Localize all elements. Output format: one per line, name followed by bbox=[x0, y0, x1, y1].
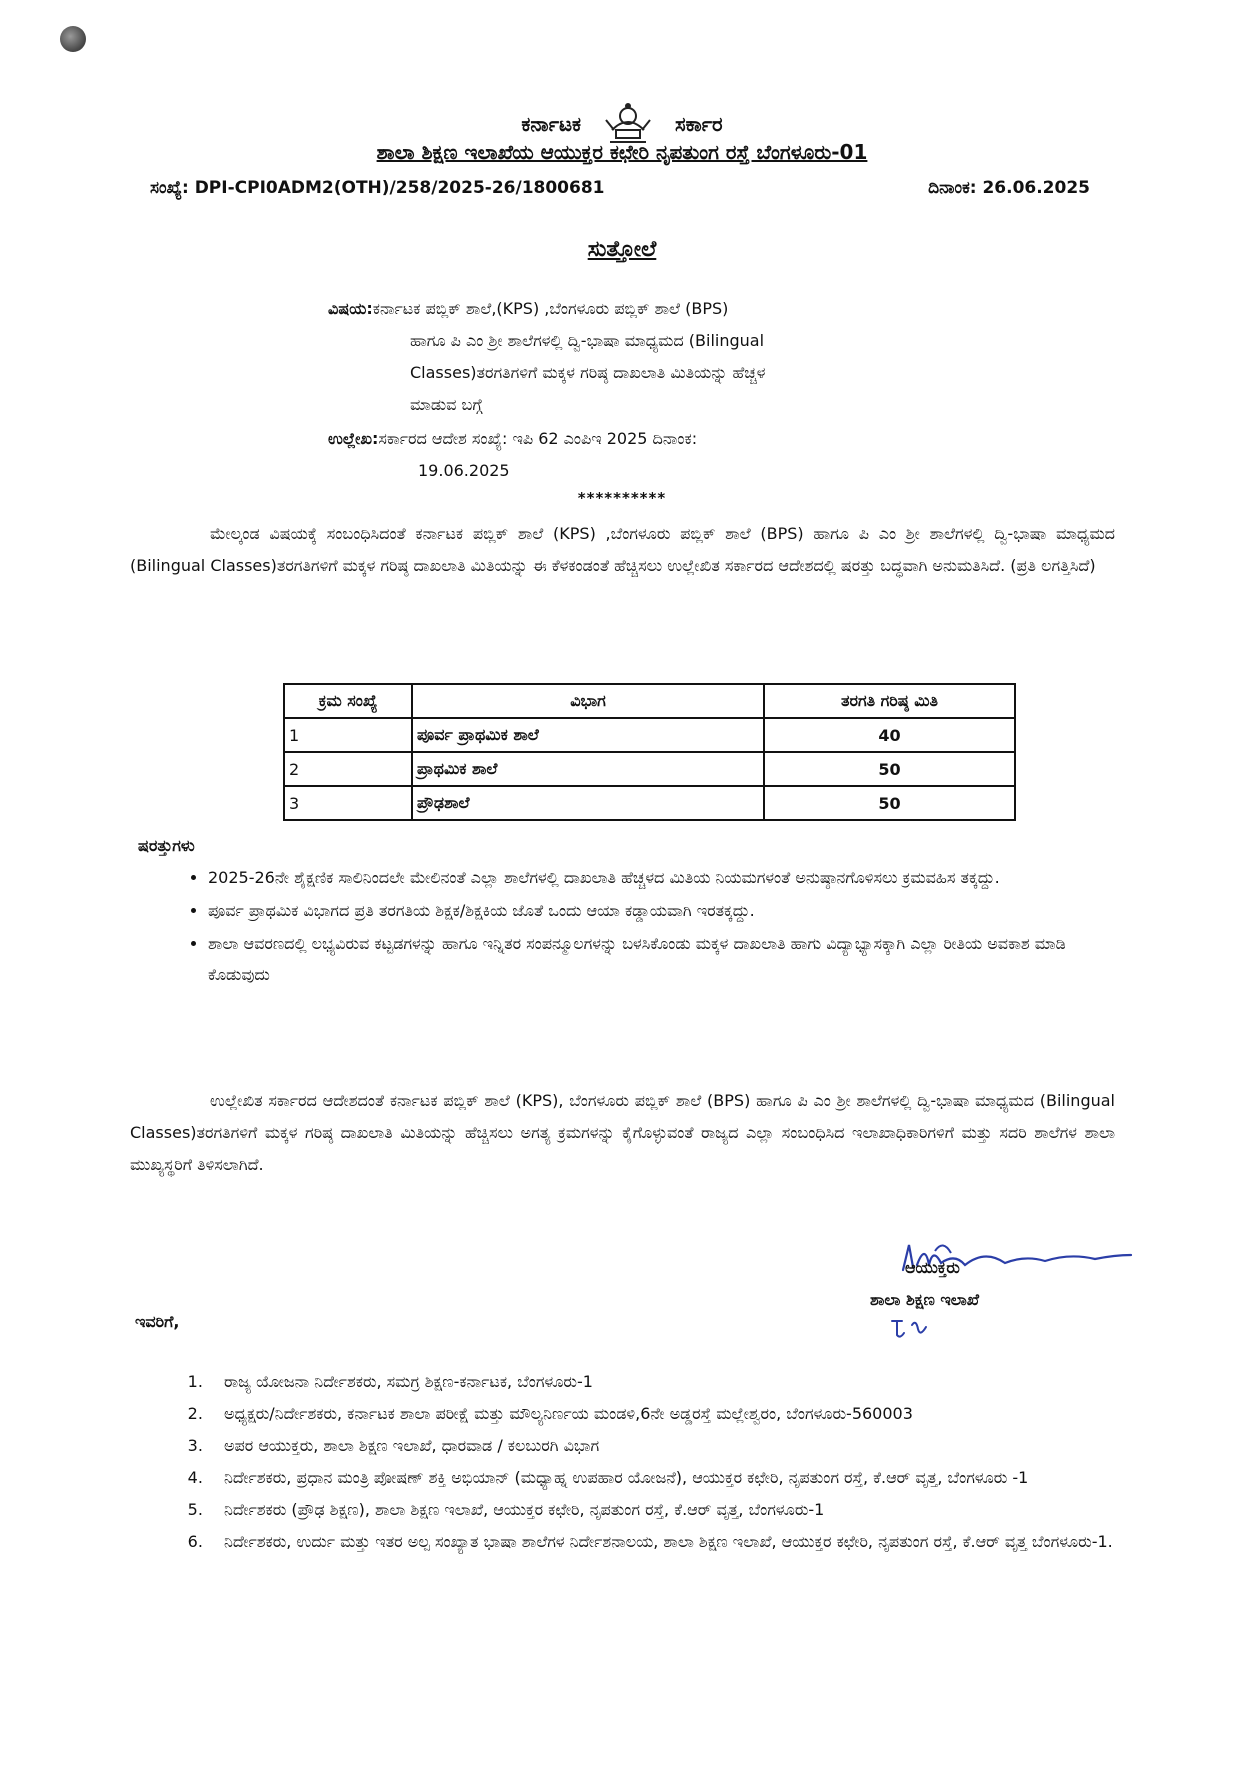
body-paragraph-2 bbox=[130, 1085, 1115, 1181]
subject-line-4: ಮಾಡುವ ಬಗ್ಗೆ bbox=[410, 395, 483, 414]
subject-line-1: ಕರ್ನಾಟಕ ಪಬ್ಲಿಕ್ ಶಾಲೆ,(KPS) ,ಬೆಂಗಳೂರು ಪಬ್ಲಿಕ್ ಶಾಲೆ (BPS) bbox=[372, 299, 729, 318]
reference-label: ಉಲ್ಲೇಖ: bbox=[328, 429, 379, 448]
cell-serial: 1 bbox=[284, 718, 412, 752]
subject-line-2: ಹಾಗೂ ಪಿ ಎಂ ಶ್ರೀ ಶಾಲೆಗಳಲ್ಲಿ ದ್ವಿ-ಭಾಷಾ ಮಾಧ್ಯಮದ (Bilingual bbox=[410, 331, 765, 350]
body-paragraph-1 bbox=[130, 518, 1115, 582]
cell-limit: 40 bbox=[764, 718, 1015, 752]
cell-division: ಪ್ರೌಢಶಾಲೆ bbox=[412, 786, 764, 820]
list-item: • ಪೂರ್ವ ಪ್ರಾಥಮಿಕ ವಿಭಾಗದ ಪ್ರತಿ ತರಗತಿಯ ಶಿಕ್ಷಕ/ಶಿಕ್ಷಕಿಯ ಜೊತೆ ಒಂದು ಆಯಾ ಕಡ್ಡಾಯವಾಗಿ ಇರತಕ್ಕದ್ದು. bbox=[208, 895, 1128, 926]
reference-line-2: 19.06.2025 bbox=[418, 461, 510, 480]
number-value: DPI-CPI0ADM2(OTH)/258/2025-26/1800681 bbox=[194, 178, 605, 198]
reference-block bbox=[328, 423, 1058, 487]
col-header-limit: ತರಗತಿ ಗರಿಷ್ಠ ಮಿತಿ bbox=[764, 684, 1015, 718]
recipients-list bbox=[172, 1368, 1168, 1560]
cell-division: ಪೂರ್ವ ಪ್ರಾಥಮಿಕ ಶಾಲೆ bbox=[412, 718, 764, 752]
cell-division: ಪ್ರಾಥಮಿಕ ಶಾಲೆ bbox=[412, 752, 764, 786]
gov-right-text: ಸರ್ಕಾರ bbox=[674, 112, 723, 136]
list-item: 5. ನಿರ್ದೇಶಕರು (ಪ್ರೌಢ ಶಿಕ್ಷಣ), ಶಾಲಾ ಶಿಕ್ಷಣ ಇಲಾಖೆ, ಆಯುಕ್ತರ ಕಛೇರಿ, ನೃಪತುಂಗ ರಸ್ತೆ, ಕೆ.ಆರ್ ವೃತ್ತ, ಬೆಂಗಳೂರು-1 bbox=[208, 1496, 1168, 1524]
subject-block bbox=[328, 293, 1058, 421]
office-address: ಶಾಲಾ ಶಿಕ್ಷಣ ಇಲಾಖೆಯ ಆಯುಕ್ತರ ಕಛೇರಿ ನೃಪತುಂಗ ರಸ್ತೆ ಬೆಂಗಳೂರು-01 bbox=[376, 140, 868, 164]
list-item: 1. ರಾಜ್ಯ ಯೋಜನಾ ನಿರ್ದೇಶಕರು, ಸಮಗ್ರ ಶಿಕ್ಷಣ-ಕರ್ನಾಟಕ, ಬೆಂಗಳೂರು-1 bbox=[208, 1368, 1168, 1396]
punch-hole bbox=[60, 26, 86, 52]
separator-stars: ********** bbox=[577, 489, 667, 507]
date-value: 26.06.2025 bbox=[982, 178, 1090, 198]
circular-number bbox=[150, 178, 605, 198]
document-title: ಸುತ್ತೋಲೆ bbox=[587, 237, 657, 262]
recipients-label: ಇವರಿಗೆ, bbox=[135, 1312, 180, 1331]
paragraph-1-first: ಮೇಲ್ಕಂಡ ವಿಷಯಕ್ಕೆ ಸಂಬಂಧಿಸಿದಂತೆ ಕರ್ನಾಟಕ ಪಬ್ಲಿಕ್ ಶಾಲೆ (KPS) ,ಬೆಂಗಳೂರು ಪಬ್ಲಿಕ್ ಶಾಲೆ bbox=[210, 524, 751, 543]
cell-limit: 50 bbox=[764, 752, 1015, 786]
list-item: 2. ಅಧ್ಯಕ್ಷರು/ನಿರ್ದೇಶಕರು, ಕರ್ನಾಟಕ ಶಾಲಾ ಪರೀಕ್ಷೆ ಮತ್ತು ಮೌಲ್ಯನಿರ್ಣಯ ಮಂಡಳಿ,6ನೇ ಅಡ್ಡರಸ್ತೆ ಮಲ್ಲೇಶ್ವರಂ, ಬೆಂಗಳೂರು-560003 bbox=[208, 1400, 1168, 1428]
circular-date bbox=[928, 178, 1090, 198]
paragraph-1-rest: (BPS) ಹಾಗೂ ಪಿ ಎಂ ಶ್ರೀ ಶಾಲೆಗಳಲ್ಲಿ ದ್ವಿ-ಭಾಷಾ ಮಾಧ್ಯಮದ (Bilingual Classes)ತರಗತಿಗಳಿಗೆ ಮಕ್ಕಳ ಗರಿಷ್ಠ ದಾಖಲಾತಿ ಮಿತಿಯನ್ನು ಈ ಕೆಳಕಂಡಂತೆ ಹೆಚ್ಚಿಸಲು ಉಲ್ಲೇಖಿತ ಸರ್ಕಾರದ ಆದೇಶದಲ್ಲಿ ಷರತ್ತು ಬದ್ಧವಾಗಿ ಅನುಮತಿಸಿದೆ. (ಪ್ರತಿ ಲಗತ್ತಿಸಿದೆ) bbox=[130, 524, 1115, 575]
list-item: • ಶಾಲಾ ಆವರಣದಲ್ಲಿ ಲಭ್ಯವಿರುವ ಕಟ್ಟಡಗಳನ್ನು ಹಾಗೂ ಇನ್ನಿತರ ಸಂಪನ್ಮೂಲಗಳನ್ನು ಬಳಸಿಕೊಂಡು ಮಕ್ಕಳ ದಾಖಲಾತಿ ಹಾಗು ವಿದ್ಯಾಭ್ಯಾಸಕ್ಕಾಗಿ ಎಲ್ಲಾ ರೀತಿಯ ಅವಕಾಶ ಮಾಡಿ ಕೊಡುವುದು bbox=[208, 928, 1128, 990]
list-item: 4. ನಿರ್ದೇಶಕರು, ಪ್ರಧಾನ ಮಂತ್ರಿ ಪೋಷಣ್ ಶಕ್ತಿ ಅಭಿಯಾನ್ (ಮಧ್ಯಾಹ್ನ ಉಪಹಾರ ಯೋಜನೆ), ಆಯುಕ್ತರ ಕಛೇರಿ, ನೃಪತುಂಗ ರಸ್ತೆ, ಕೆ.ಆರ್ ವೃತ್ತ, ಬೆಂಗಳೂರು -1 bbox=[208, 1464, 1168, 1492]
gov-left-text: ಕರ್ನಾಟಕ bbox=[521, 112, 582, 136]
paragraph-2-rest: ಹಾಗೂ ಪಿ ಎಂ ಶ್ರೀ ಶಾಲೆಗಳಲ್ಲಿ ದ್ವಿ-ಭಾಷಾ ಮಾಧ್ಯಮದ (Bilingual Classes)ತರಗತಿಗಳಿಗೆ ಮಕ್ಕಳ ಗರಿಷ್ಠ ದಾಖಲಾತಿ ಮಿತಿಯನ್ನು ಹೆಚ್ಚಿಸಲು ಅಗತ್ಯ ಕ್ರಮಗಳನ್ನು ಕೈಗೊಳ್ಳುವಂತೆ ರಾಜ್ಯದ ಎಲ್ಲಾ ಸಂಬಂಧಿಸಿದ ಇಲಾಖಾಧಿಕಾರಿಗಳಿಗೆ ಮತ್ತು ಸದರಿ ಶಾಲೆಗಳ ಶಾಲಾ ಮುಖ್ಯಸ್ಥರಿಗೆ ತಿಳಿಸಲಾಗಿದೆ. bbox=[130, 1091, 1115, 1174]
conditions-title: ಷರತ್ತುಗಳು bbox=[138, 836, 195, 855]
table-row bbox=[284, 718, 1015, 752]
initials-mark bbox=[888, 1315, 938, 1341]
signatory-role: ಆಯುಕ್ತರು bbox=[905, 1258, 960, 1277]
table-row bbox=[284, 752, 1015, 786]
signatory-department: ಶಾಲಾ ಶಿಕ್ಷಣ ಇಲಾಖೆ bbox=[870, 1290, 980, 1309]
col-header-division: ವಿಭಾಗ bbox=[412, 684, 764, 718]
list-item: 6. ನಿರ್ದೇಶಕರು, ಉರ್ದು ಮತ್ತು ಇತರ ಅಲ್ಪ ಸಂಖ್ಯಾತ ಭಾಷಾ ಶಾಲೆಗಳ ನಿರ್ದೇಶನಾಲಯ, ಶಾಲಾ ಶಿಕ್ಷಣ ಇಲಾಖೆ, ಆಯುಕ್ತರ ಕಛೇರಿ, ನೃಪತುಂಗ ರಸ್ತೆ, ಕೆ.ಆರ್ ವೃತ್ತ ಬೆಂಗಳೂರು-1. bbox=[208, 1528, 1168, 1556]
subject-label: ವಿಷಯ: bbox=[328, 299, 373, 318]
subject-line-3: Classes)ತರಗತಿಗಳಿಗೆ ಮಕ್ಕಳ ಗರಿಷ್ಠ ದಾಖಲಾತಿ ಮಿತಿಯನ್ನು ಹೆಚ್ಚಳ bbox=[410, 363, 766, 382]
list-item: 3. ಅಪರ ಆಯುಕ್ತರು, ಶಾಲಾ ಶಿಕ್ಷಣ ಇಲಾಖೆ, ಧಾರವಾಡ / ಕಲಬುರಗಿ ವಿಭಾಗ bbox=[208, 1432, 1168, 1460]
paragraph-2-first: ಉಲ್ಲೇಖಿತ ಸರ್ಕಾರದ ಆದೇಶದಂತೆ ಕರ್ನಾಟಕ ಪಬ್ಲಿಕ್ ಶಾಲೆ (KPS), ಬೆಂಗಳೂರು ಪಬ್ಲಿಕ್ ಶಾಲೆ (BPS) bbox=[210, 1091, 751, 1110]
conditions-list bbox=[172, 862, 1128, 992]
col-header-serial: ಕ್ರಮ ಸಂಖ್ಯೆ bbox=[284, 684, 412, 718]
enrollment-limit-table bbox=[283, 683, 1016, 821]
reference-line-1: ಸರ್ಕಾರದ ಆದೇಶ ಸಂಖ್ಯೆ: ಇಪಿ 62 ಎಂಪಿಇ 2025 ದಿನಾಂಕ: bbox=[378, 429, 698, 448]
list-item: • 2025-26ನೇ ಶೈಕ್ಷಣಿಕ ಸಾಲಿನಿಂದಲೇ ಮೇಲಿನಂತೆ ಎಲ್ಲಾ ಶಾಲೆಗಳಲ್ಲಿ ದಾಖಲಾತಿ ಹೆಚ್ಚಳದ ಮಿತಿಯ ನಿಯಮಗಳಂತೆ ಅನುಷ್ಠಾನಗೊಳಿಸಲು ಕ್ರಮವಹಿಸ ತಕ್ಕದ್ದು. bbox=[208, 862, 1128, 893]
cell-serial: 2 bbox=[284, 752, 412, 786]
cell-limit: 50 bbox=[764, 786, 1015, 820]
cell-serial: 3 bbox=[284, 786, 412, 820]
date-label: ದಿನಾಂಕ: bbox=[928, 178, 977, 198]
number-label: ಸಂಖ್ಯೆ: bbox=[150, 178, 189, 198]
table-header-row bbox=[284, 684, 1015, 718]
table-row bbox=[284, 786, 1015, 820]
